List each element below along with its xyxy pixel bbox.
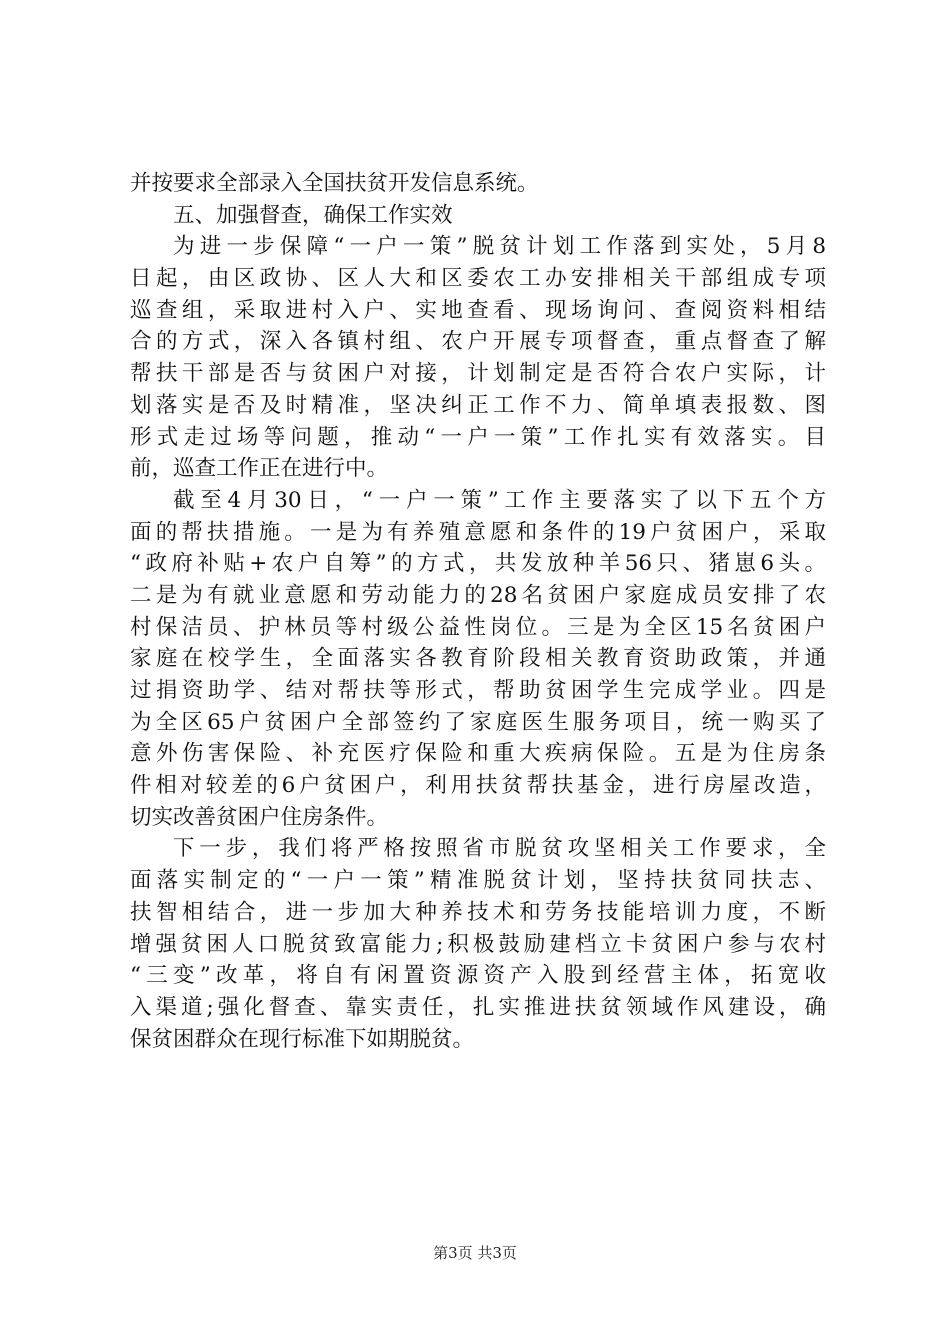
text-line: 为进一步保障“一户一策”脱贫计划工作落到实处，5月8: [173, 234, 826, 260]
text-line: 入渠道;强化督查、靠实责任，扎实推进扶贫领域作风建设，确: [130, 994, 826, 1020]
text-line: “政府补贴+农户自筹”的方式，共发放种羊56只、猪崽6头。: [130, 551, 826, 577]
text-line: 为全区65户贫困户全部签约了家庭医生服务项目，统一购买了: [130, 709, 826, 735]
text-line: 村保洁员、护林员等村级公益性岗位。三是为全区15名贫困户: [130, 614, 826, 640]
text-line: 切实改善贫困户住房条件。: [130, 804, 389, 830]
text-line: 截至4月30日，“一户一策”工作主要落实了以下五个方: [173, 487, 826, 513]
text-line: 前，巡查工作正在进行中。: [130, 456, 389, 482]
text-line: 面的帮扶措施。一是为有养殖意愿和条件的19户贫困户，采取: [130, 519, 826, 545]
text-line: 下一步，我们将严格按照省市脱贫攻坚相关工作要求，全: [173, 836, 826, 862]
text-line: 面落实制定的“一户一策”精准脱贫计划，坚持扶贫同扶志、: [130, 868, 826, 894]
text-line: 划落实是否及时精准，坚决纠正工作不力、简单填表报数、图: [130, 392, 826, 418]
page-number-footer: 第3页 共3页: [433, 1244, 517, 1262]
text-line: 保贫困群众在现行标准下如期脱贫。: [130, 1026, 475, 1052]
text-line: 件相对较差的6户贫困户，利用扶贫帮扶基金，进行房屋改造，: [130, 773, 826, 799]
text-line: 帮扶干部是否与贫困户对接，计划制定是否符合农户实际，计: [130, 361, 826, 387]
section-heading: 五、加强督查，确保工作实效: [173, 202, 453, 228]
document-body: [130, 168, 826, 1055]
text-line: 增强贫困人口脱贫致富能力;积极鼓励建档立卡贫困户参与农村: [130, 931, 826, 957]
text-line: 巡查组，采取进村入户、实地查看、现场询问、查阅资料相结: [130, 297, 826, 323]
text-line: 扶智相结合，进一步加大种养技术和劳务技能培训力度，不断: [130, 899, 826, 925]
text-line: 意外伤害保险、补充医疗保险和重大疾病保险。五是为住房条: [130, 741, 826, 767]
text-line: 二是为有就业意愿和劳动能力的28名贫困户家庭成员安排了农: [130, 582, 826, 608]
text-line: “三变”改革，将自有闲置资源资产入股到经营主体，拓宽收: [130, 963, 826, 989]
text-line: 家庭在校学生，全面落实各教育阶段相关教育资助政策，并通: [130, 646, 826, 672]
text-line: 过捐资助学、结对帮扶等形式，帮助贫困学生完成学业。四是: [130, 678, 826, 703]
text-line: 合的方式，深入各镇村组、农户开展专项督查，重点督查了解: [130, 329, 826, 355]
text-line: 并按要求全部录入全国扶贫开发信息系统。: [130, 171, 539, 196]
text-line: 日起，由区政协、区人大和区委农工办安排相关干部组成专项: [130, 266, 826, 292]
text-line: 形式走过场等问题，推动“一户一策”工作扎实有效落实。目: [130, 424, 826, 450]
